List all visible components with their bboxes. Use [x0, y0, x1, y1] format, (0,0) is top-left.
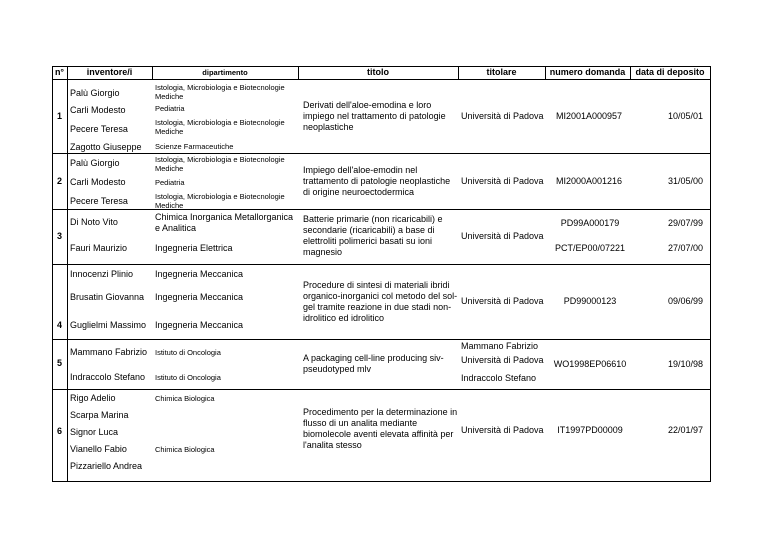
- department: Pediatria: [155, 104, 185, 113]
- department: Ingegneria Meccanica: [155, 292, 244, 302]
- table-border-right: [710, 66, 711, 481]
- inventor-name: Rigo Adelio: [70, 393, 116, 403]
- patent-title: Derivati dell'aloe-emodina e loro impiego nel trattamento di patologie neoplastiche: [303, 100, 446, 132]
- department: Istologia, Microbiologia e Biotecnologie Mediche: [155, 118, 285, 136]
- filing-date: 10/05/01: [667, 111, 703, 121]
- application-number: MI2000A001216: [555, 176, 623, 186]
- application-number: PCT/EP00/07221: [554, 243, 626, 253]
- holder: Università di Padova: [461, 355, 544, 365]
- header-filing-date: data di deposito: [635, 67, 705, 77]
- inventor-name: Zagotto Giuseppe: [70, 142, 142, 152]
- row-number: 2: [57, 176, 63, 186]
- patent-title: Batterie primarie (non ricaricabili) e secondarie (ricaricabili) a base di elettroliti polimerici basati su ioni magnesio: [303, 214, 443, 257]
- holder: Università di Padova: [461, 296, 544, 306]
- header-divider: [52, 79, 711, 80]
- inventor-name: Di Noto Vito: [70, 217, 118, 227]
- patent-title: Procedimento per la determinazione in flusso di un analita mediante biomolecole aventi elevata affinità per l'analita stesso: [303, 407, 458, 450]
- holder: Indraccolo Stefano: [461, 373, 537, 383]
- row-number: 4: [57, 320, 63, 330]
- holder: Università di Padova: [461, 111, 544, 121]
- department: Ingegneria Meccanica: [155, 269, 244, 279]
- inventor-name: Signor Luca: [70, 427, 119, 437]
- department: Ingegneria Meccanica: [155, 320, 244, 330]
- department: Istituto di Oncologia: [155, 373, 221, 382]
- filing-date: 19/10/98: [667, 359, 703, 369]
- department: Istologia, Microbiologia e Biotecnologie Mediche: [155, 83, 285, 101]
- row-number: 5: [57, 358, 63, 368]
- row-number: 3: [57, 231, 63, 241]
- application-number: WO1998EP06610: [553, 359, 627, 369]
- inventor-name: Indraccolo Stefano: [70, 372, 146, 382]
- header-holder: titolare: [486, 67, 517, 77]
- inventor-name: Palù Giorgio: [70, 158, 120, 168]
- application-number: PD99000123: [563, 296, 617, 306]
- filing-date: 31/05/00: [667, 176, 703, 186]
- header-number: n°: [54, 67, 65, 77]
- row-divider: [52, 389, 711, 390]
- row-divider: [52, 153, 711, 154]
- department: Chimica Inorganica Metallorganica e Analitica: [155, 212, 294, 233]
- inventor-name: Fauri Maurizio: [70, 243, 128, 253]
- column-divider: [67, 66, 68, 481]
- row-number: 6: [57, 426, 63, 436]
- inventor-name: Palù Giorgio: [70, 88, 120, 98]
- department: Istologia, Microbiologia e Biotecnologie Mediche: [155, 192, 285, 210]
- row-divider: [52, 339, 711, 340]
- inventor-name: Guglielmi Massimo: [70, 320, 147, 330]
- department: Ingegneria Elettrica: [155, 243, 233, 253]
- patent-title: Procedure di sintesi di materiali ibridi organico-inorganici col metodo del sol-gel tramite reazione in due stadi non-idrolitico ed idrolitico: [303, 280, 458, 323]
- filing-date: 09/06/99: [667, 296, 703, 306]
- holder: Mammano Fabrizio: [461, 341, 539, 351]
- inventor-name: Vianello Fabio: [70, 444, 127, 454]
- patent-title: Impiego dell'aloe-emodin nel trattamento di patologie neoplastiche di origine neuroectodermica: [303, 165, 451, 197]
- inventor-name: Brusatin Giovanna: [70, 292, 145, 302]
- inventor-name: Mammano Fabrizio: [70, 347, 148, 357]
- department: Istituto di Oncologia: [155, 348, 221, 357]
- holder: Università di Padova: [461, 231, 544, 241]
- application-number: MI2001A000957: [555, 111, 623, 121]
- filing-date: 22/01/97: [667, 425, 703, 435]
- inventor-name: Pecere Teresa: [70, 124, 128, 134]
- row-divider: [52, 209, 711, 210]
- row-number: 1: [57, 111, 63, 121]
- department: Chimica Biologica: [155, 445, 215, 454]
- inventor-name: Innocenzi Plinio: [70, 269, 134, 279]
- header-inventors: inventore/i: [86, 67, 133, 77]
- department: Scienze Farmaceutiche: [155, 142, 234, 151]
- inventor-name: Carli Modesto: [70, 177, 126, 187]
- department: Chimica Biologica: [155, 394, 215, 403]
- department: Istologia, Microbiologia e Biotecnologie Mediche: [155, 155, 285, 173]
- table-border-bottom: [52, 481, 711, 482]
- patent-title: A packaging cell-line producing siv-pseudotyped mlv: [303, 353, 444, 374]
- filing-date: 29/07/99: [667, 218, 703, 228]
- table-border-left: [52, 66, 53, 481]
- holder: Università di Padova: [461, 425, 544, 435]
- application-number: PD99A000179: [560, 218, 620, 228]
- header-application-number: numero domanda: [549, 67, 626, 77]
- filing-date: 27/07/00: [667, 243, 703, 253]
- inventor-name: Scarpa Marina: [70, 410, 129, 420]
- holder: Università di Padova: [461, 176, 544, 186]
- inventor-name: Pizzariello Andrea: [70, 461, 143, 471]
- header-title: titolo: [367, 67, 389, 77]
- header-department: dipartimento: [202, 68, 248, 77]
- inventor-name: Pecere Teresa: [70, 196, 128, 206]
- application-number: IT1997PD00009: [557, 425, 623, 435]
- department: Pediatria: [155, 178, 185, 187]
- row-divider: [52, 264, 711, 265]
- inventor-name: Carli Modesto: [70, 105, 126, 115]
